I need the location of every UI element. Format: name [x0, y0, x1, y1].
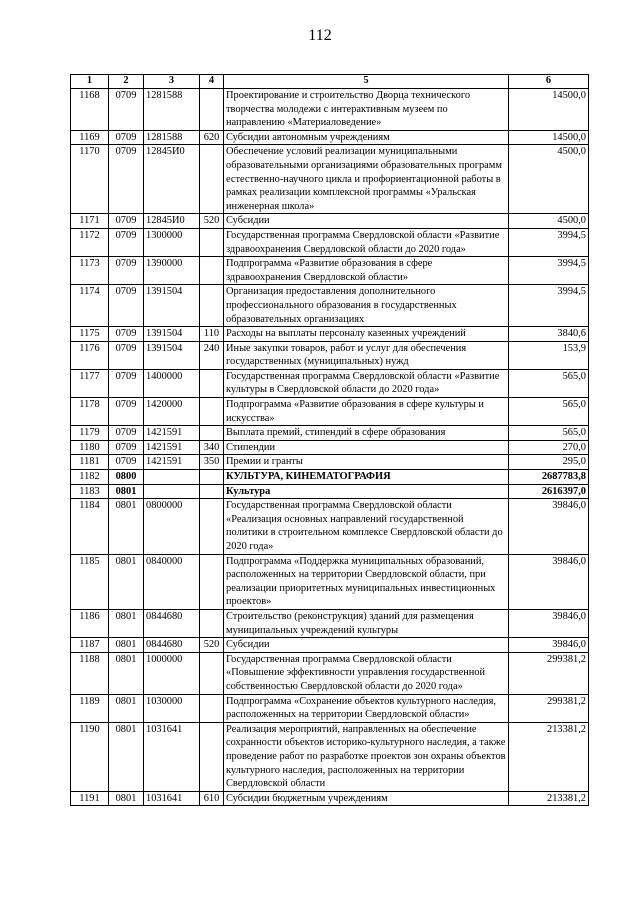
row-number: 1184 [71, 499, 109, 554]
target-article-code: 1281588 [144, 130, 200, 145]
row-number: 1174 [71, 285, 109, 327]
table-row [71, 327, 589, 342]
section-code: 0800 [109, 470, 144, 485]
section-code: 0709 [109, 426, 144, 441]
expense-type-code: 350 [200, 455, 224, 470]
target-article-code: 0800000 [144, 499, 200, 554]
target-article-code: 1400000 [144, 369, 200, 397]
item-name: Проектирование и строительство Дворца технического творчества молодежи с интерактивным музеем по направлению «Материаловедение» [224, 89, 509, 131]
row-number: 1190 [71, 722, 109, 791]
table-row [71, 440, 589, 455]
target-article-code: 1421591 [144, 426, 200, 441]
expense-type-code [200, 470, 224, 485]
target-article-code: 1000000 [144, 652, 200, 694]
target-article-code: 1031641 [144, 722, 200, 791]
table-row [71, 652, 589, 694]
row-number: 1175 [71, 327, 109, 342]
expense-type-code [200, 694, 224, 722]
row-number: 1177 [71, 369, 109, 397]
section-code: 0801 [109, 638, 144, 653]
target-article-code: 1420000 [144, 398, 200, 426]
table-row [71, 145, 589, 214]
table-row [71, 455, 589, 470]
section-code: 0801 [109, 694, 144, 722]
section-code: 0801 [109, 554, 144, 609]
section-code: 0709 [109, 285, 144, 327]
item-name: Государственная программа Свердловской области «Повышение эффективности управления государственной собственностью Свердловской области до 2020 года» [224, 652, 509, 694]
table-row [71, 228, 589, 256]
expense-type-code [200, 369, 224, 397]
section-code: 0709 [109, 145, 144, 214]
row-number: 1186 [71, 609, 109, 637]
target-article-code: 0840000 [144, 554, 200, 609]
target-article-code: 1391504 [144, 327, 200, 342]
amount: 270,0 [509, 440, 589, 455]
section-code: 0801 [109, 499, 144, 554]
table-row [71, 499, 589, 554]
item-name: Государственная программа Свердловской области «Развитие культуры в Свердловской области до 2020 года» [224, 369, 509, 397]
amount: 3994,5 [509, 228, 589, 256]
target-article-code: 1031641 [144, 791, 200, 806]
table-row [71, 398, 589, 426]
amount: 39846,0 [509, 638, 589, 653]
expense-type-code [200, 257, 224, 285]
item-name: Обеспечение условий реализации муниципальными образовательными организациями образовательных программ естественно-научного цикла и профориентационной работы в рамках реализации комплексной программы «Уральская инженерная школа» [224, 145, 509, 214]
item-name: Субсидии бюджетным учреждениям [224, 791, 509, 806]
table-row [71, 426, 589, 441]
target-article-code: 1030000 [144, 694, 200, 722]
amount: 3840,6 [509, 327, 589, 342]
expense-type-code: 110 [200, 327, 224, 342]
target-article-code: 1421591 [144, 455, 200, 470]
row-number: 1180 [71, 440, 109, 455]
row-number: 1183 [71, 484, 109, 499]
row-number: 1169 [71, 130, 109, 145]
target-article-code: 1390000 [144, 257, 200, 285]
table-row [71, 609, 589, 637]
table-row [71, 369, 589, 397]
section-code: 0709 [109, 440, 144, 455]
amount: 565,0 [509, 398, 589, 426]
section-code: 0709 [109, 228, 144, 256]
item-name: Подпрограмма «Поддержка муниципальных образований, расположенных на территории Свердловской области, при реализации приоритетных муниципальных инвестиционных проектов» [224, 554, 509, 609]
table-row [71, 214, 589, 229]
expense-type-code [200, 145, 224, 214]
amount: 299381,2 [509, 694, 589, 722]
expense-type-code: 520 [200, 638, 224, 653]
item-name: Расходы на выплаты персоналу казенных учреждений [224, 327, 509, 342]
item-name: Государственная программа Свердловской области «Развитие здравоохранения Свердловской области до 2020 года» [224, 228, 509, 256]
amount: 3994,5 [509, 257, 589, 285]
item-name: КУЛЬТУРА, КИНЕМАТОГРАФИЯ [224, 470, 509, 485]
target-article-code: 1300000 [144, 228, 200, 256]
table-row [71, 484, 589, 499]
target-article-code: 1391504 [144, 341, 200, 369]
target-article-code: 1421591 [144, 440, 200, 455]
table-row [71, 285, 589, 327]
expense-type-code [200, 228, 224, 256]
row-number: 1187 [71, 638, 109, 653]
item-name: Стипендии [224, 440, 509, 455]
item-name: Субсидии автономным учреждениям [224, 130, 509, 145]
table-row [71, 130, 589, 145]
row-number: 1185 [71, 554, 109, 609]
row-number: 1182 [71, 470, 109, 485]
amount: 2687783,8 [509, 470, 589, 485]
item-name: Субсидии [224, 214, 509, 229]
amount: 295,0 [509, 455, 589, 470]
expense-type-code [200, 426, 224, 441]
item-name: Субсидии [224, 638, 509, 653]
row-number: 1181 [71, 455, 109, 470]
target-article-code: 12845И0 [144, 214, 200, 229]
row-number: 1176 [71, 341, 109, 369]
section-code: 0709 [109, 257, 144, 285]
row-number: 1173 [71, 257, 109, 285]
section-code: 0709 [109, 327, 144, 342]
expense-type-code [200, 484, 224, 499]
section-code: 0709 [109, 455, 144, 470]
expense-type-code: 340 [200, 440, 224, 455]
expense-type-code: 610 [200, 791, 224, 806]
table-row [71, 341, 589, 369]
amount: 153,9 [509, 341, 589, 369]
target-article-code: 0844680 [144, 638, 200, 653]
row-number: 1170 [71, 145, 109, 214]
row-number: 1188 [71, 652, 109, 694]
row-number: 1179 [71, 426, 109, 441]
table-row [71, 554, 589, 609]
section-code: 0801 [109, 609, 144, 637]
table-row [71, 638, 589, 653]
target-article-code: 12845И0 [144, 145, 200, 214]
item-name: Культура [224, 484, 509, 499]
amount: 39846,0 [509, 499, 589, 554]
section-code: 0709 [109, 369, 144, 397]
amount: 213381,2 [509, 791, 589, 806]
table-row [71, 791, 589, 806]
item-name: Организация предоставления дополнительного профессионального образования в государственных образовательных организациях [224, 285, 509, 327]
table-row [71, 89, 589, 131]
expense-type-code: 620 [200, 130, 224, 145]
item-name: Государственная программа Свердловской области «Реализация основных направлений государственной политики в строительном комплексе Свердловской области до 2020 года» [224, 499, 509, 554]
amount: 2616397,0 [509, 484, 589, 499]
table-row [71, 722, 589, 791]
row-number: 1171 [71, 214, 109, 229]
item-name: Подпрограмма «Развитие образования в сфере культуры и искусства» [224, 398, 509, 426]
header-col-5: 5 [224, 75, 509, 89]
section-code: 0801 [109, 652, 144, 694]
item-name: Выплата премий, стипендий в сфере образования [224, 426, 509, 441]
expense-type-code [200, 499, 224, 554]
row-number: 1189 [71, 694, 109, 722]
section-code: 0709 [109, 341, 144, 369]
item-name: Подпрограмма «Развитие образования в сфере здравоохранения Свердловской области» [224, 257, 509, 285]
amount: 4500,0 [509, 214, 589, 229]
table-header-row [71, 75, 589, 89]
item-name: Строительство (реконструкция) зданий для размещения муниципальных учреждений культуры [224, 609, 509, 637]
row-number: 1172 [71, 228, 109, 256]
table-row [71, 694, 589, 722]
expense-type-code [200, 89, 224, 131]
amount: 299381,2 [509, 652, 589, 694]
amount: 39846,0 [509, 609, 589, 637]
section-code: 0709 [109, 214, 144, 229]
section-code: 0801 [109, 722, 144, 791]
page-number: 112 [308, 27, 332, 44]
item-name: Подпрограмма «Сохранение объектов культурного наследия, расположенных на территории Свердловской области» [224, 694, 509, 722]
header-col-1: 1 [71, 75, 109, 89]
target-article-code: 1391504 [144, 285, 200, 327]
amount: 39846,0 [509, 554, 589, 609]
amount: 4500,0 [509, 145, 589, 214]
table-row [71, 257, 589, 285]
amount: 565,0 [509, 426, 589, 441]
table-row [71, 470, 589, 485]
target-article-code: 1281588 [144, 89, 200, 131]
row-number: 1168 [71, 89, 109, 131]
row-number: 1178 [71, 398, 109, 426]
section-code: 0801 [109, 791, 144, 806]
target-article-code [144, 470, 200, 485]
target-article-code [144, 484, 200, 499]
budget-table [70, 74, 589, 806]
header-col-6: 6 [509, 75, 589, 89]
section-code: 0709 [109, 398, 144, 426]
header-col-4: 4 [200, 75, 224, 89]
section-code: 0801 [109, 484, 144, 499]
item-name: Реализация мероприятий, направленных на обеспечение сохранности объектов историко-культурного наследия, а также проведение работ по разработке проектов зон охраны объектов культурного наследия, расположенных на территории Свердловской области [224, 722, 509, 791]
expense-type-code: 240 [200, 341, 224, 369]
expense-type-code [200, 609, 224, 637]
amount: 3994,5 [509, 285, 589, 327]
expense-type-code [200, 722, 224, 791]
expense-type-code [200, 554, 224, 609]
amount: 14500,0 [509, 130, 589, 145]
item-name: Премии и гранты [224, 455, 509, 470]
section-code: 0709 [109, 89, 144, 131]
amount: 14500,0 [509, 89, 589, 131]
section-code: 0709 [109, 130, 144, 145]
target-article-code: 0844680 [144, 609, 200, 637]
amount: 213381,2 [509, 722, 589, 791]
row-number: 1191 [71, 791, 109, 806]
expense-type-code [200, 652, 224, 694]
amount: 565,0 [509, 369, 589, 397]
expense-type-code [200, 398, 224, 426]
item-name: Иные закупки товаров, работ и услуг для обеспечения государственных (муниципальных) нужд [224, 341, 509, 369]
header-col-3: 3 [144, 75, 200, 89]
header-col-2: 2 [109, 75, 144, 89]
expense-type-code [200, 285, 224, 327]
expense-type-code: 520 [200, 214, 224, 229]
